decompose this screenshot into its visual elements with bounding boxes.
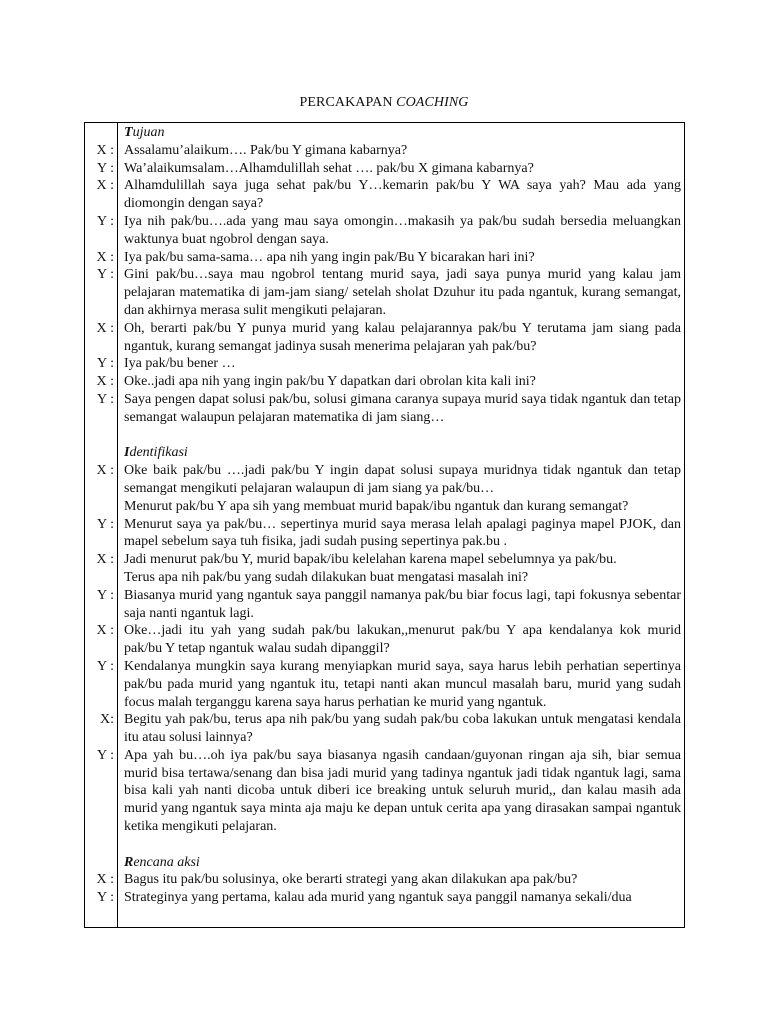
dialog-line (85, 711, 684, 747)
dialog-line (85, 391, 684, 427)
speaker-label: X : (96, 320, 114, 336)
speaker-label: Y : (97, 213, 114, 229)
dialog-text: Oke baik pak/bu ….jadi pak/bu Y ingin dapat solusi supaya muridnya tidak ngantuk dan tetap semangat mengikuti pelajaran walaupun di jam siang ya pak/bu… (124, 463, 681, 496)
speaker-label: Y : (97, 516, 114, 532)
speaker-label: Y : (97, 587, 114, 603)
section-spacer (85, 427, 684, 445)
dialog-line (85, 551, 684, 569)
dialog-table (84, 122, 685, 928)
section-heading-text (117, 854, 684, 872)
dialog-line (85, 142, 684, 160)
dialog-line (85, 747, 684, 836)
dialog-line (85, 622, 684, 658)
speaker-label: X : (96, 142, 114, 158)
dialog-text: Terus apa nih pak/bu yang sudah dilakukan buat mengatasi masalah ini? (124, 569, 529, 585)
speaker-label: X : (96, 178, 114, 194)
heading-rest: encana aksi (133, 854, 200, 870)
dialog-line (85, 462, 684, 498)
speaker-label: X : (96, 552, 114, 568)
speaker-label: Y : (97, 658, 114, 674)
speaker-label: Y : (97, 160, 114, 176)
dialog-line (85, 516, 684, 552)
dialog-line (85, 658, 684, 711)
dialog-text: Jadi menurut pak/bu Y, murid bapak/ibu kelelahan karena mapel sebelumnya ya pak/bu. (124, 552, 617, 568)
page-title (0, 94, 768, 112)
dialog-text: Saya pengen dapat solusi pak/bu, solusi gimana caranya supaya murid saya tidak ngantuk dan tetap semangat walaupun pelajaran matematika di jam siang… (124, 391, 681, 425)
heading-initial: I (124, 445, 130, 461)
speaker-label: Y : (97, 391, 114, 407)
section-spacer (85, 836, 684, 854)
dialog-text: Wa’alaikumsalam…Alhamdulillah sehat …. pak/bu X gimana kabarnya? (124, 160, 534, 176)
speaker-cell (85, 124, 117, 142)
heading-initial: R (124, 854, 134, 870)
dialog-line (85, 249, 684, 267)
speaker-cell (85, 444, 117, 462)
speaker-label: X : (96, 872, 114, 888)
dialog-text: Menurut saya ya pak/bu… sepertinya murid saya merasa lelah apalagi paginya mapel PJOK, dan mapel sebelum saya tuh fisika, jadi sudah pusing sepertinya pak.bu . (124, 516, 681, 550)
dialog-line (85, 266, 684, 319)
speaker-label: X : (96, 249, 114, 265)
speaker-label: X : (96, 374, 114, 390)
dialog-text: Iya nih pak/bu….ada yang mau saya omongin…makasih ya pak/bu sudah bersedia meluangkan waktunya buat ngobrol dengan saya. (124, 213, 681, 247)
heading-rest: ujuan (132, 125, 165, 140)
speaker-label: X: (100, 712, 114, 728)
dialog-text: Apa yah bu….oh iya pak/bu saya biasanya ngasih candaan/guyonan ringan aja sih, biar semua murid bisa tertawa/senang dan bisa jadi murid yang tadinya ngantuk jadi tidak ngantuk lagi, sama bisa kali yah nanti dicoba untuk diberi ice breaking untuk seluruh murid,, dan kalau masih ada murid yang ngantuk saya minta aja maju ke depan untuk cerita apa yang dirasakan sampai ngantuk ketika mengikuti pelajaran. (124, 747, 681, 835)
section-heading (85, 444, 684, 462)
dialog-text: Bagus itu pak/bu solusinya, oke berarti strategi yang akan dilakukan apa pak/bu? (124, 872, 578, 888)
dialog-text: Alhamdulillah saya juga sehat pak/bu Y…kemarin pak/bu Y WA saya yah? Mau ada yang diomongin dengan saya? (124, 178, 681, 212)
dialog-line (85, 160, 684, 178)
dialog-text: Oh, berarti pak/bu Y punya murid yang kalau pelajarannya pak/bu Y terutama jam siang pada ngantuk, kurang semangat jadinya susah menerima pelajaran yah pak/bu? (124, 320, 681, 354)
dialog-text: Menurut pak/bu Y apa sih yang membuat murid bapak/ibu ngantuk dan kurang semangat? (124, 498, 629, 514)
dialog-line (85, 373, 684, 391)
dialog-text: Strateginya yang pertama, kalau ada murid yang ngantuk saya panggil namanya sekali/dua (124, 890, 632, 906)
dialog-text: Iya pak/bu bener … (124, 356, 236, 372)
dialog-text: Oke…jadi itu yah yang sudah pak/bu lakukan,,menurut pak/bu Y apa kendalanya kok murid pak/bu Y tetap ngantuk walau sudah dipanggil? (124, 623, 681, 657)
heading-initial: T (124, 125, 133, 140)
speaker-label: Y : (97, 747, 114, 763)
dialog-line (85, 569, 684, 587)
speaker-cell (85, 854, 117, 872)
section-heading (85, 854, 684, 872)
heading-rest: dentifikasi (129, 445, 188, 461)
speaker-label: Y : (97, 267, 114, 283)
dialog-line (85, 320, 684, 356)
speaker-label (85, 498, 117, 516)
dialog-line (85, 213, 684, 249)
speaker-label: Y : (97, 356, 114, 372)
dialog-line (85, 871, 684, 889)
dialog-line (85, 177, 684, 213)
dialog-text: Oke..jadi apa nih yang ingin pak/bu Y dapatkan dari obrolan kita kali ini? (124, 374, 536, 390)
speaker-label: X : (96, 463, 114, 479)
dialog-text: Assalamu’alaikum…. Pak/bu Y gimana kabarnya? (124, 142, 408, 158)
speaker-label: X : (96, 623, 114, 639)
dialog-text: Gini pak/bu…saya mau ngobrol tentang murid saya, jadi saya punya murid yang kalau jam pelajaran matematika di jam-jam siang/ setelah sholat Dzuhur itu pada ngantuk, kurang semangat, dan akhirnya merasa sulit mengikuti pelajaran. (124, 267, 681, 318)
dialog-content (85, 124, 684, 907)
speaker-label: Y : (97, 890, 114, 906)
dialog-text: Iya pak/bu sama-sama… apa nih yang ingin pak/Bu Y bicarakan hari ini? (124, 249, 535, 265)
dialog-line (85, 587, 684, 623)
dialog-text: Begitu yah pak/bu, terus apa nih pak/bu yang sudah pak/bu coba lakukan untuk mengatasi kendala itu atau solusi lainnya? (124, 712, 681, 746)
title-main: PERCAKAPAN (299, 95, 393, 110)
dialog-text: Biasanya murid yang ngantuk saya panggil namanya pak/bu biar focus lagi, tapi fokusnya sebentar saja nanti ngantuk lagi. (124, 587, 681, 621)
section-heading-text (117, 124, 684, 142)
dialog-text: Kendalanya mungkin saya kurang menyiapkan murid saya, saya harus lebih perhatian sepertinya pak/bu pada murid yang ngantuk itu, tetapi nanti akan muncul masalah baru, murid yang sudah focus malah terganggu karena saya harus perhatian ke murid yang ngantuk. (124, 658, 681, 710)
dialog-line (85, 889, 684, 907)
dialog-line (85, 498, 684, 516)
dialog-line (85, 355, 684, 373)
title-italic: COACHING (396, 95, 469, 110)
section-heading (85, 124, 684, 142)
section-heading-text (117, 444, 684, 462)
speaker-label (85, 569, 117, 587)
